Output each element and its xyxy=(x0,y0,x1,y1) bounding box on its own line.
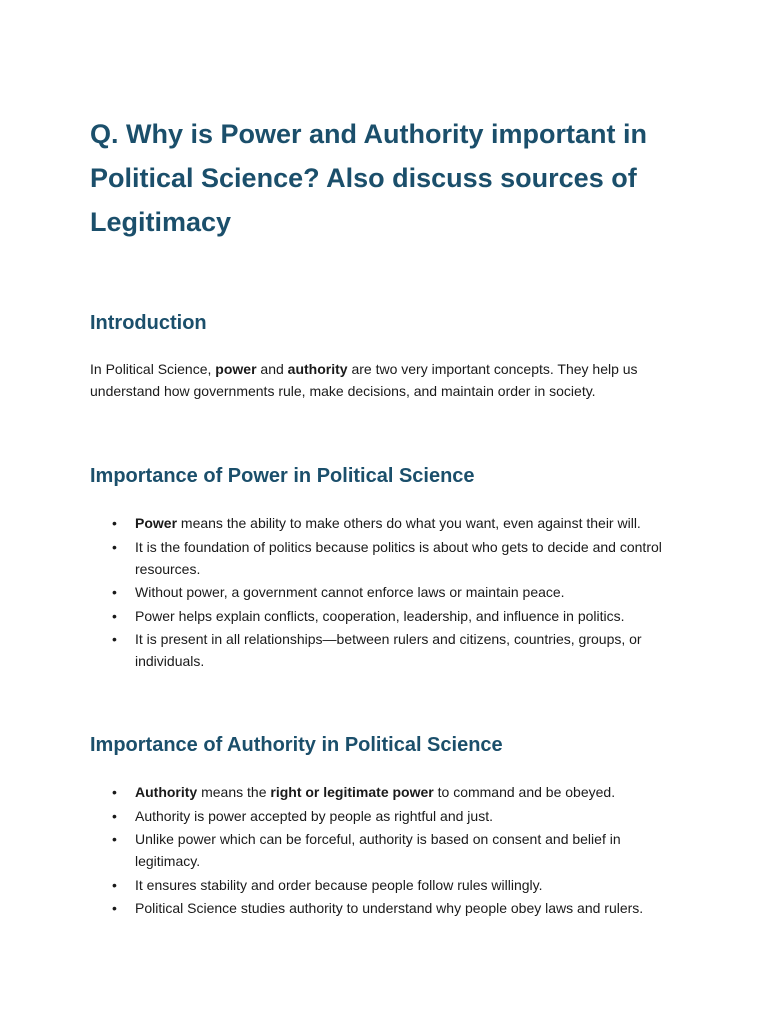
bullet-icon: • xyxy=(112,876,117,893)
list-item xyxy=(90,628,680,672)
authority-item3-text: Unlike power which can be forceful, authority is based on consent and belief in legitimacy. xyxy=(135,831,621,869)
list-item xyxy=(90,605,680,627)
document-title: Q. Why is Power and Authority important in Political Science? Also discuss sources of Legitimacy xyxy=(90,119,648,237)
authority-section-heading: Importance of Authority in Political Science xyxy=(90,734,503,756)
bullet-icon: • xyxy=(112,831,117,847)
bullet-icon: • xyxy=(112,607,117,624)
bullet-icon: • xyxy=(112,538,117,555)
authority-item1-bold2: right or legitimate power xyxy=(270,784,434,800)
list-item xyxy=(90,581,680,603)
bullet-icon: • xyxy=(112,784,117,800)
authority-item4-text: It ensures stability and order because people follow rules willingly. xyxy=(135,876,543,893)
authority-item1-bold: Authority xyxy=(135,784,198,800)
list-item xyxy=(90,512,680,534)
power-item3-text: Without power, a government cannot enforce laws or maintain peace. xyxy=(135,584,565,600)
list-item xyxy=(90,874,680,896)
bullet-icon: • xyxy=(112,631,117,647)
power-item1-bold: Power xyxy=(135,515,178,531)
bullet-icon: • xyxy=(112,900,117,916)
power-item5-text: It is present in all relationships—between rulers and citizens, countries, groups, or individuals. xyxy=(135,631,642,669)
list-item xyxy=(90,781,680,803)
bullet-icon: • xyxy=(112,807,117,824)
power-item1-text: means the ability to make others do what you want, even against their will. xyxy=(177,515,641,531)
list-item xyxy=(90,805,680,827)
intro-bold-power: power xyxy=(215,361,257,377)
intro-text-1: In Political Science, xyxy=(90,361,216,377)
power-item2-text: It is the foundation of politics because politics is about who gets to decide and control resources. xyxy=(135,538,662,577)
bullet-icon: • xyxy=(112,584,117,600)
list-item xyxy=(90,536,680,580)
introduction-heading: Introduction xyxy=(90,312,207,334)
authority-item1-text: to command and be obeyed. xyxy=(433,784,616,800)
list-item xyxy=(90,828,680,872)
intro-text-2: and xyxy=(256,361,288,377)
authority-item1-mid: means the xyxy=(197,784,271,800)
intro-text-3: are two very important concepts. They help us understand how governments rule, make decisions, and maintain order in society. xyxy=(90,361,638,399)
authority-item5-text: Political Science studies authority to understand why people obey laws and rulers. xyxy=(135,900,644,916)
intro-bold-authority: authority xyxy=(287,361,348,377)
power-bullet-list xyxy=(90,512,680,674)
power-item4-text: Power helps explain conflicts, cooperation, leadership, and influence in politics. xyxy=(135,607,625,624)
introduction-paragraph xyxy=(90,358,680,402)
authority-item2-text: Authority is power accepted by people as rightful and just. xyxy=(135,807,493,824)
list-item xyxy=(90,897,680,919)
bullet-icon: • xyxy=(112,515,117,531)
power-section-heading: Importance of Power in Political Science xyxy=(90,465,475,487)
authority-bullet-list xyxy=(90,781,680,921)
